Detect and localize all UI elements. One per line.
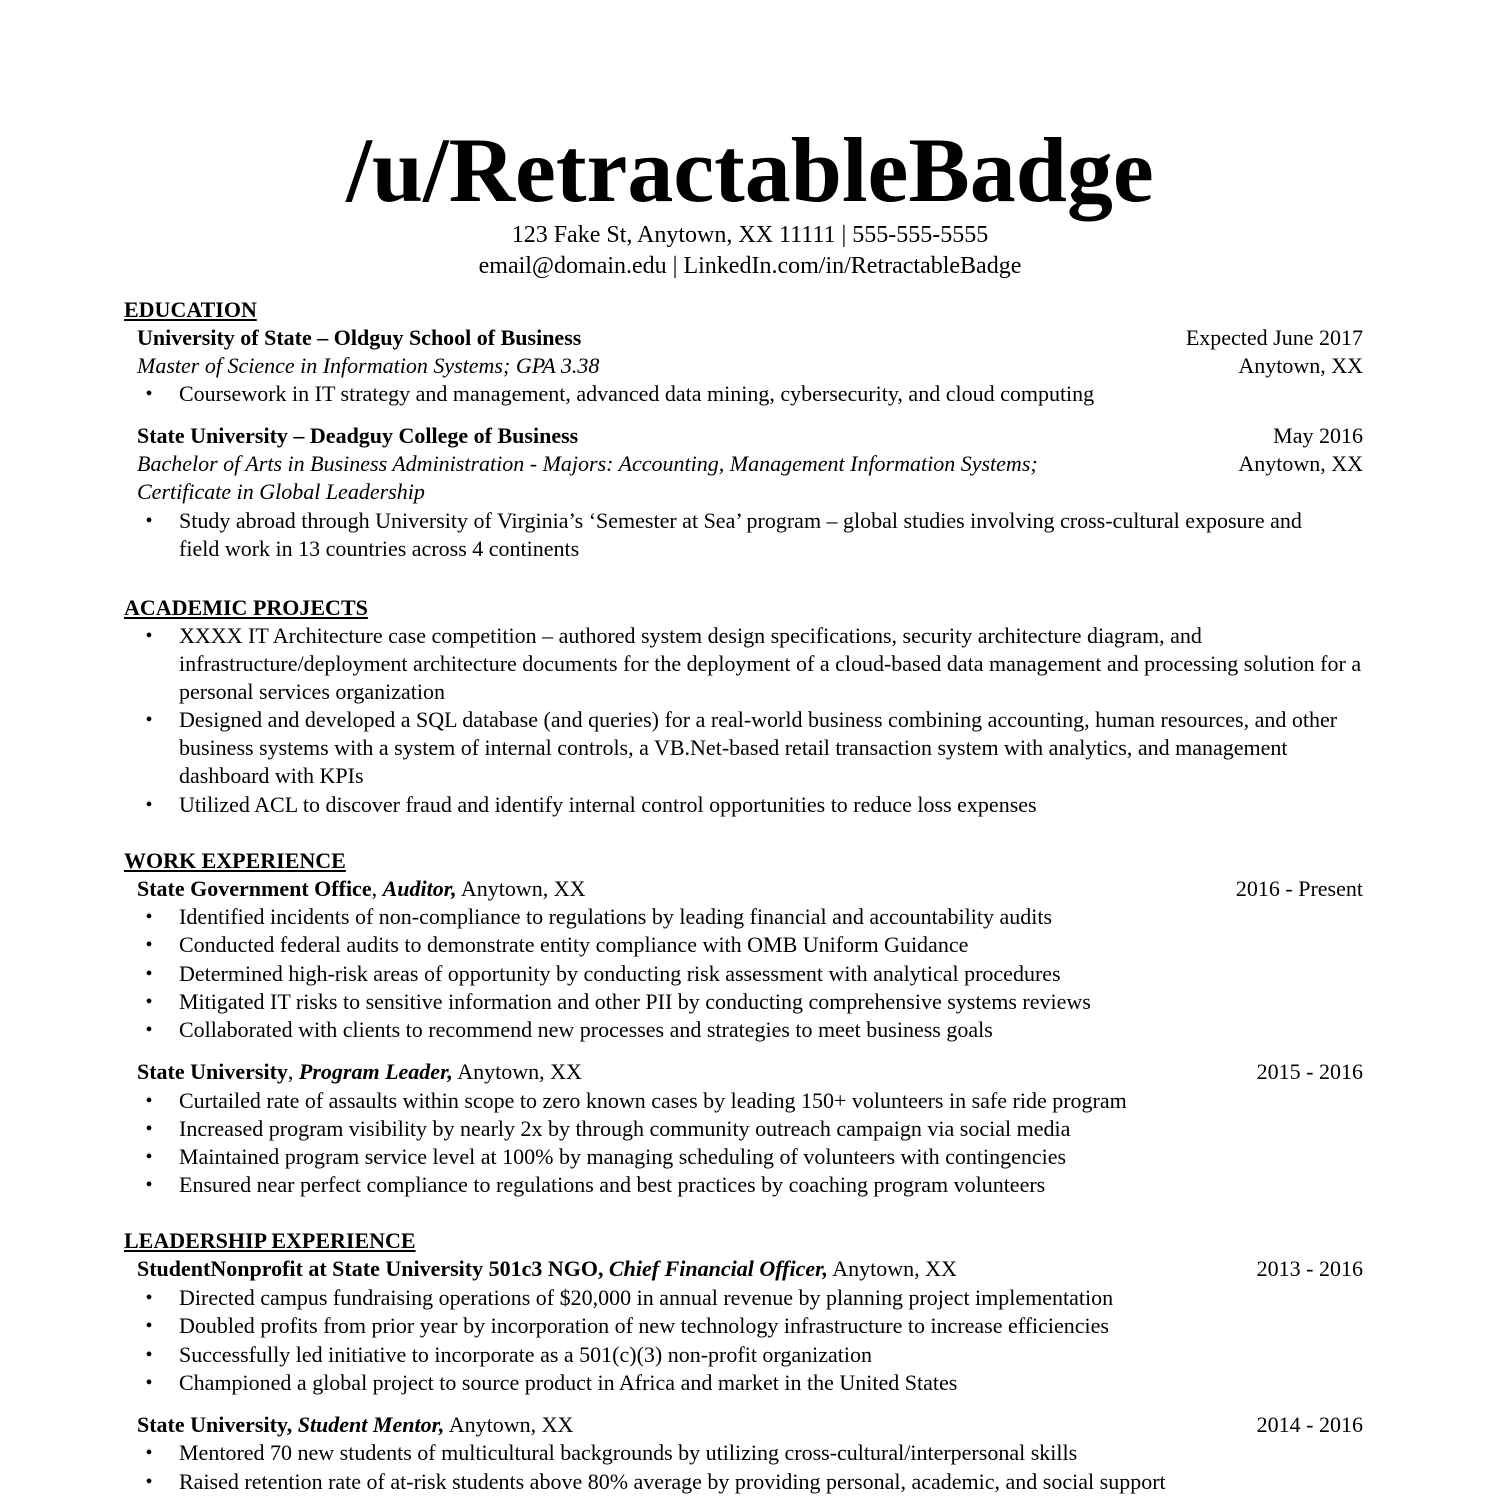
school-name: University of State – Oldguy School of Business [137,325,582,350]
list-item [145,1016,1369,1044]
list-item [145,380,1369,408]
list-item [145,791,1369,819]
bullet-text: Identified incidents of non-compliance to regulations by leading financial and accountability audits [179,904,1053,929]
bullet-glyph: • [145,934,153,956]
section-heading-education: EDUCATION [124,297,257,322]
bullet-glyph: • [145,625,153,647]
bullet-glyph: • [145,991,153,1013]
bullet-glyph: • [145,1287,153,1309]
contact-email-linkedin: email@domain.edu | LinkedIn.com/in/RetractableBadge [478,253,1022,279]
school-row [137,324,1363,352]
bullet-text: Directed campus fundraising operations of $20,000 in annual revenue by planning project implementation [179,1285,1114,1310]
bullet-glyph: • [145,1442,153,1464]
section-heading-projects: ACADEMIC PROJECTS [124,595,368,620]
role-org: State University, [137,1412,293,1437]
bullet-text: Championed a global project to source product in Africa and market in the United States [179,1370,958,1395]
bullet-text: Maintained program service level at 100% by managing scheduling of volunteers with contingencies [179,1144,1067,1169]
job-separator: , [287,1059,299,1084]
job-title: Auditor, [382,876,457,901]
bullet-glyph: • [145,510,153,532]
role-title: Chief Financial Officer, [603,1256,828,1281]
school-date: Expected June 2017 [1185,325,1363,350]
bullet-glyph: • [145,1174,153,1196]
school-location: Anytown, XX [1238,451,1363,476]
role-date: 2014 - 2016 [1256,1412,1363,1437]
bullet-text: Mitigated IT risks to sensitive information and other PII by conducting comprehensive systems reviews [179,989,1091,1014]
bullet-glyph: • [145,709,153,731]
bullet-text: Successfully led initiative to incorporate as a 501(c)(3) non-profit organization [179,1342,872,1367]
role-row [137,1255,1363,1283]
list-item [145,988,1369,1016]
list-item [145,1284,1369,1312]
bullet-glyph: • [145,1344,153,1366]
role-org: StudentNonprofit at State University 501c3 NGO, [137,1256,604,1281]
bullet-text: XXXX IT Architecture case competition – authored system design specifications, security architecture diagram, and infrastructure/deployment architecture documents for the deployment of a cloud-based data management and processing solution for a personal services organization [179,623,1362,704]
bullet-text: Study abroad through University of Virginia’s ‘Semester at Sea’ program – global studies involving cross-cultural exposure and field work in 13 countries across 4 continents [179,508,1302,561]
bullet-glyph: • [145,1118,153,1140]
school-location: Anytown, XX [1238,353,1363,378]
bullet-glyph: • [145,1019,153,1041]
bullet-text: Mentored 70 new students of multicultural backgrounds by utilizing cross-cultural/interpersonal skills [179,1440,1078,1465]
bullet-text: Collaborated with clients to recommend new processes and strategies to meet business goals [179,1017,993,1042]
list-item [145,622,1369,706]
job-org: State Government Office [137,876,372,901]
job-date: 2016 - Present [1235,876,1363,901]
list-item [145,1171,1369,1199]
job-title: Program Leader, [298,1059,453,1084]
bullet-glyph: • [145,1471,153,1493]
bullet-text: Coursework in IT strategy and management, advanced data mining, cybersecurity, and cloud computing [179,381,1095,406]
bullet-glyph: • [145,1146,153,1168]
list-item [145,1468,1369,1496]
list-item [145,1312,1369,1340]
bullet-glyph: • [145,906,153,928]
bullet-text: Conducted federal audits to demonstrate entity compliance with OMB Uniform Guidance [179,932,969,957]
bullet-glyph: • [145,794,153,816]
bullet-text: Raised retention rate of at-risk students above 80% average by providing personal, academic, and social support [179,1469,1166,1494]
candidate-name: /u/RetractableBadge [346,119,1154,221]
contact-address-phone: 123 Fake St, Anytown, XX 11111 | 555-555-5555 [511,222,989,248]
degree-row-continued [137,478,1363,506]
role-title: Student Mentor, [292,1412,445,1437]
bullet-text: Determined high-risk areas of opportunity by conducting risk assessment with analytical procedures [179,961,1061,986]
job-location: Anytown, XX [452,1059,582,1084]
bullet-text: Curtailed rate of assaults within scope to zero known cases by leading 150+ volunteers in safe ride program [179,1088,1127,1113]
school-date: May 2016 [1273,423,1363,448]
role-location: Anytown, XX [827,1256,957,1281]
bullet-glyph: • [145,1315,153,1337]
list-item [145,931,1369,959]
section-heading-work: WORK EXPERIENCE [124,848,346,873]
bullet-text: Designed and developed a SQL database (and queries) for a real-world business combining accounting, human resources, and other business systems with a system of internal controls, a VB.Net-based retail transaction system with analytics, and management dashboard with KPIs [179,707,1338,788]
bullet-text: Utilized ACL to discover fraud and identify internal control opportunities to reduce loss expenses [179,792,1037,817]
job-date: 2015 - 2016 [1256,1059,1363,1084]
degree: Bachelor of Arts in Business Administration - Majors: Accounting, Management Information Systems; [137,451,1038,476]
list-item [145,903,1369,931]
job-location: Anytown, XX [456,876,586,901]
list-item [145,1369,1369,1397]
section-heading-leadership: LEADERSHIP EXPERIENCE [124,1228,416,1253]
job-row [137,875,1363,903]
school-row [137,422,1363,450]
list-item [145,1087,1369,1115]
job-separator: , [371,876,383,901]
bullet-text: Doubled profits from prior year by incorporation of new technology infrastructure to increase efficiencies [179,1313,1109,1338]
role-location: Anytown, XX [444,1412,574,1437]
bullet-glyph: • [145,1372,153,1394]
job-row [137,1058,1363,1086]
list-item [145,1439,1369,1467]
bullet-glyph: • [145,1090,153,1112]
degree-row [137,450,1363,478]
degree: Master of Science in Information Systems; GPA 3.38 [137,353,600,378]
list-item [145,507,1319,563]
list-item [145,960,1369,988]
degree-row [137,352,1363,380]
bullet-text: Ensured near perfect compliance to regulations and best practices by coaching program volunteers [179,1172,1046,1197]
role-row [137,1411,1363,1439]
job-org: State University [137,1059,288,1084]
school-name: State University – Deadguy College of Business [137,423,579,448]
list-item [145,1115,1369,1143]
list-item [145,1341,1369,1369]
bullet-glyph: • [145,963,153,985]
list-item [145,706,1369,790]
bullet-text: Increased program visibility by nearly 2x by through community outreach campaign via social media [179,1116,1071,1141]
role-date: 2013 - 2016 [1256,1256,1363,1281]
certificate: Certificate in Global Leadership [137,479,425,504]
bullet-glyph: • [145,383,153,405]
list-item [145,1143,1369,1171]
